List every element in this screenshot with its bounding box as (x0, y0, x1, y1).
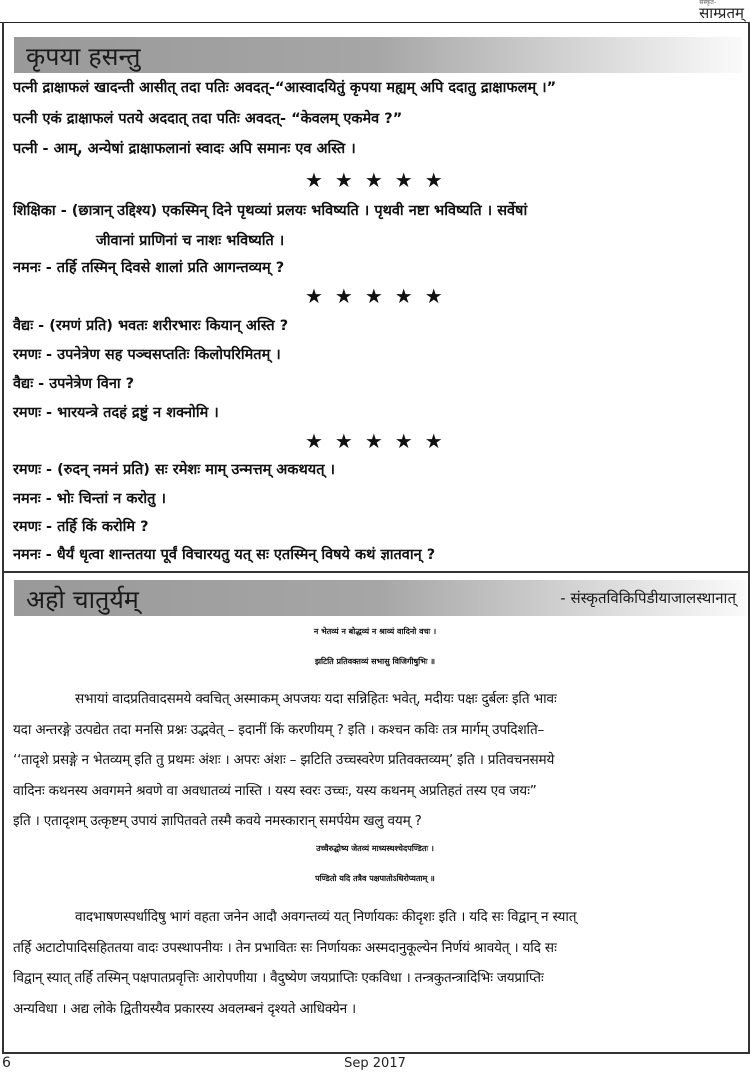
brand-subtitle: संस्कृत- (699, 0, 716, 6)
paragraph-line: ‘‘तादृशे प्रसङ्गे न भेतव्यम् इति तु प्रथमः अंशः । अपरः अंशः – झटिति उच्चस्वरेण प्रतिवक्तव्यम्’ इति । प्रतिवचनसमये (13, 752, 555, 768)
joke-line: पत्नी द्राक्षाफलं खादन्ती आसीत् तदा पतिः अवदत्-“आस्वादयितुं कृपया मह्यम् अपि ददातु द्राक्षाफलम् ।” (13, 80, 557, 96)
joke-line: वैद्यः - (रमणं प्रति) भवतः शरीरभारः कियान् अस्ति ? (13, 318, 289, 334)
section-title: अहो चातुर्यम् (26, 585, 139, 614)
joke-line: शिक्षिका - (छात्रान् उद्दिश्य) एकस्मिन् दिने पृथव्यां प्रलयः भविष्यति । पृथवी नष्टा भविष्यति । सर्वेषां (13, 203, 528, 219)
paragraph-line: यदा अन्तरङ्गे उत्पद्येत तदा मनसि प्रश्नः उद्भवेत् – इदानीं किं करणीयम् ? इति । कश्चन कविः तत्र मार्गम् उपदिशति– (13, 722, 545, 738)
paragraph-line: तर्हि अटाटोपादिसहिततया वादः उपस्थापनीयः । तेन प्रभावितः सः निर्णायकः अस्मदानुकूल्येन निर्णयं श्रावयेत् । यदि सः (13, 940, 557, 956)
paragraph-line: सभायां वादप्रतिवादसमये क्वचित् अस्माकम् अपजयः यदा सन्निहितः भवेत्, मदीयः पक्षः दुर्बलः इति भावः (75, 691, 557, 707)
paragraph-line: वादभाषणस्पर्धादिषु भागं वहता जनेन आदौ अवगन्तव्यं यत् निर्णायकः कीदृशः इति । यदि सः विद्वान् न स्यात् (75, 909, 577, 925)
paragraph-line: अन्यविधा । अद्य लोके द्वितीयस्यैव प्रकारस्य अवलम्बनं दृश्यते आधिक्येन । (13, 1001, 356, 1017)
section-title: कृपया हसन्तु (26, 42, 141, 71)
page-number: 6 (2, 1055, 11, 1071)
joke-line: रमणः - भारयन्त्रे तदहं द्रष्टुं न शक्नोमि । (13, 405, 219, 421)
joke-line: नमनः - धैर्यं धृत्वा शान्ततया पूर्वं विचारयतु यत् सः एतस्मिन् विषये कथं ज्ञातवान् ? (13, 547, 436, 563)
joke-line: नमनः - तर्हि तस्मिन् दिवसे शालां प्रति आगन्तव्यम् ? (13, 260, 285, 276)
joke-line: नमनः - भोः चिन्तां न करोतु । (13, 491, 166, 507)
star-separator: ★★★★★ (305, 284, 455, 308)
paragraph-line: वादिनः कथनस्य अवगमने श्रवणे वा अवधातव्यं नास्ति । यस्य स्वरः उच्चः, यस्य कथनम् अप्रतिहतं तस्य एव जयः” (13, 783, 537, 799)
joke-line: रमणः - तर्हि किं करोमि ? (13, 519, 149, 535)
brand-name: साम्प्रतम् (699, 4, 744, 22)
verse-line: उच्चैरुद्घोष्य जेतव्यं माध्यस्थश्चेदपण्डितः । (316, 844, 434, 853)
star-separator: ★★★★★ (305, 168, 455, 192)
joke-line: रमणः - (रुदन् नमनं प्रति) सः रमेशः माम् उन्मत्तम् अकथयत् । (13, 462, 336, 478)
joke-line: जीवानां प्राणिनां च नाशः भविष्यति । (96, 233, 285, 249)
paragraph-line: इति । एतादृशम् उत्कृष्टम् उपायं ज्ञापितवते तस्मै कवये नमस्कारान् समर्पयेम खलु वयम् ? (13, 813, 422, 829)
star-separator: ★★★★★ (305, 429, 455, 453)
joke-line: पत्नी एकं द्राक्षाफलं पतये अददात् तदा पतिः अवदत्- “केवलम् एकमेव ?” (13, 111, 403, 127)
joke-line: वैद्यः - उपनेत्रेण विना ? (13, 376, 135, 392)
verse-line: झटिति प्रतिवक्तव्यं सभासु विजिगीषुभिः ॥ (314, 657, 436, 666)
magazine-brand (699, 0, 744, 23)
issue-date: Sep 2017 (344, 1056, 406, 1071)
section-divider (2, 571, 748, 573)
joke-line: पत्नी - आम्, अन्येषां द्राक्षाफलानां स्वादः अपि समानः एव अस्ति । (13, 141, 356, 157)
section-header-jokes (14, 37, 742, 73)
verse-line: न भेतव्यं न बोद्धव्यं न श्राव्यं वादिनो वचः । (313, 627, 437, 636)
section-source: - संस्कृतविकिपिडीयाजालस्थानात् (560, 589, 736, 607)
paragraph-line: विद्वान् स्यात् तर्हि तस्मिन् पक्षपातप्रवृत्तिः आरोपणीया । वैदुष्येण जयप्राप्तिः एकविधा । तन्त्रकुतन्त्रादिभिः जयप्राप्तिः (13, 970, 544, 986)
section-header-cleverness (14, 580, 746, 616)
joke-line: रमणः - उपनेत्रेण सह पञ्चसप्ततिः किलोपरिमितम् । (13, 347, 281, 363)
verse-line: पण्डितो यदि तत्रैव पक्षपातोऽधिरोप्यताम् ॥ (315, 874, 435, 883)
